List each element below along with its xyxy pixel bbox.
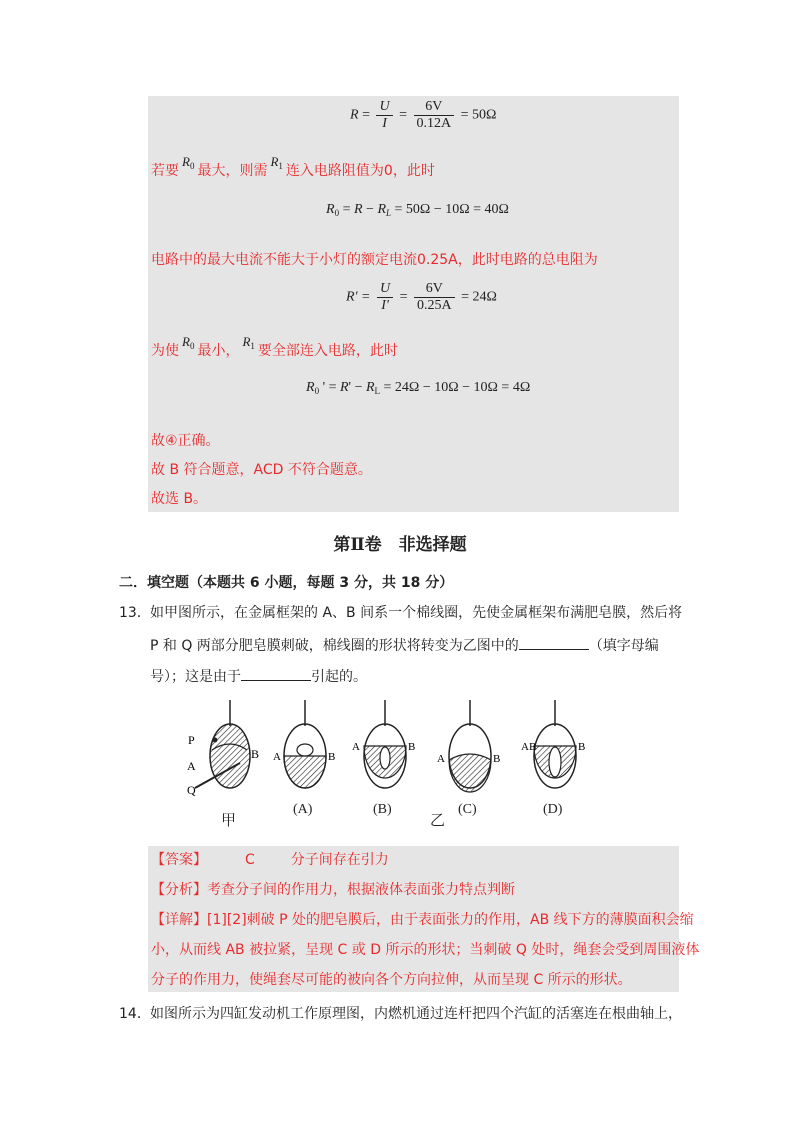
conclusion-2: 故 B 符合题意，ACD 不符合题意。 [151, 462, 372, 478]
svg-text:A: A [437, 753, 445, 765]
svg-text:A: A [273, 751, 281, 763]
label-b: B [251, 747, 260, 761]
svg-text:B: B [408, 741, 416, 753]
part-heading: 二．填空题（本题共 6 小题，每题 3 分，共 18 分） [119, 575, 454, 591]
solution-line-2: 电路中的最大电流不能大于小灯的额定电流0.25A，此时电路的总电阻为 [151, 252, 598, 268]
answer-blank-1[interactable] [519, 635, 589, 650]
answer-line: 【答案】 C 分子间存在引力 [151, 852, 389, 868]
fraction-values: $\frac{6V}{0.12A}$ [414, 99, 455, 132]
frame-jia [195, 700, 250, 788]
q13-line-3: 号）；这是由于 引起的。 [150, 666, 367, 687]
svg-text:B: B [578, 741, 586, 753]
label-p: P [188, 733, 195, 747]
caption-a: (A) [293, 802, 313, 817]
frame-c [449, 700, 491, 792]
fraction-u-i: $\frac{U}{I}$ [376, 99, 392, 132]
conclusion-3: 故选 B。 [151, 491, 208, 507]
frame-d [534, 700, 576, 788]
formula-r: R = $\frac{U}{I}$ = $\frac{6V}{0.12A}$ = 50Ω [350, 99, 497, 131]
solution-line-1: 若要$R_0$ 最大，则需$R_1$ 连入电路阻值为0，此时 [151, 154, 435, 179]
frame-a [284, 700, 326, 788]
q14-number: 14． [119, 1006, 151, 1022]
solution-line-3: 为使$R_0$ 最小，$R_1$ 要全部连入电路，此时 [151, 334, 398, 359]
svg-text:AB: AB [521, 741, 537, 753]
analysis-line: 【分析】考查分子间的作用力，根据液体表面张力特点判断 [151, 882, 515, 898]
detail-line-3: 分子的作用力，使绳套尽可能的被向各个方向拉伸，从而呈现 C 所示的形状。 [151, 972, 632, 988]
svg-text:B: B [328, 751, 336, 763]
detail-line-2: 小，从而线 AB 被拉紧，呈现 C 或 D 所示的形状；当刺破 Q 处时，绳套会受到周围液体 [151, 942, 700, 958]
svg-text:A: A [352, 741, 360, 753]
section-title: 第Ⅱ卷 非选择题 [333, 535, 467, 555]
q13-line-2: P 和 Q 两部分肥皂膜刺破，棉线圈的形状将转变为乙图中的 （填字母编 [150, 635, 659, 656]
formula-r0: $R_0 = R - R_L = 50\Omega - 10\Omega = 40\Omega$ [326, 202, 509, 218]
var-r0: $R_0$ [182, 154, 195, 171]
detail-line-1: 【详解】[1][2]刺破 P 处的肥皂膜后，由于表面张力的作用，AB 线下方的薄膜面积会缩 [151, 912, 694, 928]
q14-line-1: 如图所示为四缸发动机工作原理图，内燃机通过连杆把四个汽缸的活塞连在根曲轴上， [150, 1006, 682, 1022]
caption-c: (C) [458, 802, 477, 817]
answer-blank-2[interactable] [241, 666, 311, 681]
svg-text:B: B [493, 753, 501, 765]
var-r1: $R_1$ [270, 154, 283, 171]
formula-r0-prime: $R_0$ ' = $R' - R_L = 24\Omega - 10\Omega - 10\Omega = 4\Omega$ [306, 380, 531, 396]
formula-r-prime: R' = $\frac{U}{I'}$ = $\frac{6V}{0.25A}$ = 24Ω [346, 281, 497, 313]
q13-number: 13． [119, 605, 151, 621]
caption-d: (D) [543, 802, 563, 817]
label-q: Q [187, 783, 196, 797]
caption-yi: 乙 [430, 811, 446, 829]
caption-b: (B) [373, 802, 392, 817]
q13-line-1: 如甲图所示，在金属框架的 A、B 间系一个棉线圈，先使金属框架布满肥皂膜，然后将 [150, 605, 683, 621]
label-a: A [187, 759, 196, 773]
frame-b [364, 700, 406, 788]
caption-jia: 甲 [221, 811, 237, 829]
conclusion-1: 故④正确。 [151, 433, 220, 449]
